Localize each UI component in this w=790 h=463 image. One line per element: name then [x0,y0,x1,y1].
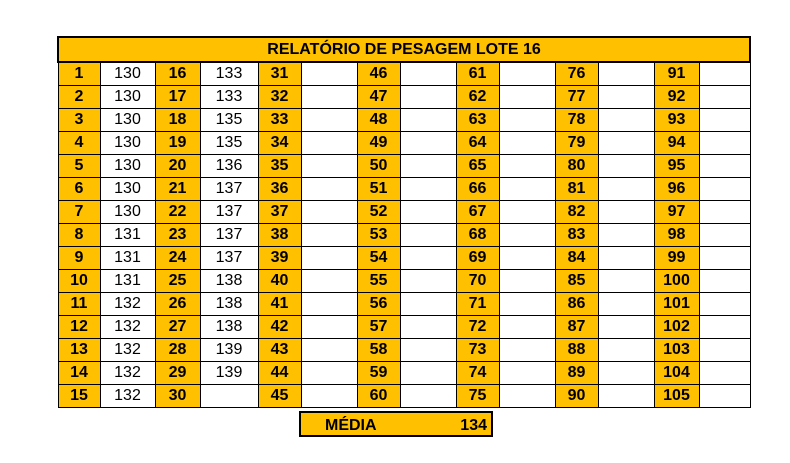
weight-cell[interactable] [400,293,456,316]
weight-cell[interactable] [499,62,555,86]
animal-number-cell: 61 [456,62,499,86]
animal-number-cell: 99 [654,247,699,270]
animal-number-cell: 94 [654,132,699,155]
animal-number-cell: 69 [456,247,499,270]
animal-number-cell: 102 [654,316,699,339]
animal-number-cell: 67 [456,201,499,224]
weight-cell[interactable] [598,62,654,86]
weighing-report-sheet [57,36,749,408]
weight-cell[interactable] [598,155,654,178]
weight-cell[interactable] [400,385,456,408]
animal-number-cell: 86 [555,293,598,316]
animal-number-cell: 79 [555,132,598,155]
weight-cell[interactable]: 130 [100,62,155,86]
animal-number-cell: 76 [555,62,598,86]
animal-number-cell: 12 [58,316,100,339]
weight-cell[interactable] [301,224,357,247]
animal-number-cell: 13 [58,339,100,362]
animal-number-cell: 85 [555,270,598,293]
weight-cell[interactable]: 136 [200,155,258,178]
animal-number-cell: 28 [155,339,200,362]
report-title: RELATÓRIO DE PESAGEM LOTE 16 [58,37,750,62]
weight-cell[interactable] [499,362,555,385]
animal-number-cell: 36 [258,178,301,201]
animal-number-cell: 24 [155,247,200,270]
animal-number-cell: 2 [58,86,100,109]
animal-number-cell: 78 [555,109,598,132]
weight-cell[interactable] [499,86,555,109]
animal-number-cell: 59 [357,362,400,385]
animal-number-cell: 22 [155,201,200,224]
animal-number-cell: 27 [155,316,200,339]
weight-cell[interactable]: 131 [100,224,155,247]
weight-cell[interactable] [699,224,750,247]
animal-number-cell: 10 [58,270,100,293]
animal-number-cell: 25 [155,270,200,293]
animal-number-cell: 26 [155,293,200,316]
table-row [58,224,750,247]
animal-number-cell: 98 [654,224,699,247]
animal-number-cell: 21 [155,178,200,201]
animal-number-cell: 16 [155,62,200,86]
animal-number-cell: 77 [555,86,598,109]
animal-number-cell: 37 [258,201,301,224]
weight-cell[interactable]: 132 [100,362,155,385]
table-row [58,247,750,270]
table-row [58,62,750,86]
animal-number-cell: 41 [258,293,301,316]
animal-number-cell: 83 [555,224,598,247]
weight-cell[interactable] [699,385,750,408]
table-row [58,270,750,293]
weight-cell[interactable]: 130 [100,155,155,178]
weight-cell[interactable]: 137 [200,178,258,201]
weight-cell[interactable] [400,178,456,201]
animal-number-cell: 4 [58,132,100,155]
animal-number-cell: 55 [357,270,400,293]
weight-cell[interactable]: 130 [100,201,155,224]
animal-number-cell: 17 [155,86,200,109]
animal-number-cell: 30 [155,385,200,408]
animal-number-cell: 44 [258,362,301,385]
weight-cell[interactable] [699,270,750,293]
weight-cell[interactable] [301,270,357,293]
table-row [58,155,750,178]
animal-number-cell: 92 [654,86,699,109]
weight-cell[interactable] [699,362,750,385]
animal-number-cell: 101 [654,293,699,316]
weight-cell[interactable]: 138 [200,293,258,316]
weight-cell[interactable] [301,316,357,339]
animal-number-cell: 32 [258,86,301,109]
weight-cell[interactable]: 133 [200,86,258,109]
weight-cell[interactable] [598,132,654,155]
animal-number-cell: 64 [456,132,499,155]
weight-cell[interactable]: 131 [100,270,155,293]
animal-number-cell: 19 [155,132,200,155]
weight-cell[interactable] [598,316,654,339]
weight-cell[interactable] [400,362,456,385]
animal-number-cell: 31 [258,62,301,86]
weight-cell[interactable]: 137 [200,247,258,270]
weight-cell[interactable]: 130 [100,86,155,109]
weight-cell[interactable]: 138 [200,270,258,293]
animal-number-cell: 96 [654,178,699,201]
table-row [58,362,750,385]
weight-cell[interactable] [598,362,654,385]
animal-number-cell: 104 [654,362,699,385]
weight-cell[interactable]: 132 [100,316,155,339]
weight-cell[interactable]: 132 [100,339,155,362]
weight-cell[interactable]: 139 [200,339,258,362]
table-row [58,178,750,201]
weight-cell[interactable] [598,109,654,132]
weight-cell[interactable] [499,316,555,339]
weight-cell[interactable] [400,339,456,362]
weight-cell[interactable]: 137 [200,201,258,224]
weight-cell[interactable]: 139 [200,362,258,385]
animal-number-cell: 57 [357,316,400,339]
animal-number-cell: 74 [456,362,499,385]
weight-cell[interactable] [699,86,750,109]
animal-number-cell: 51 [357,178,400,201]
weighing-table [57,36,751,408]
weight-cell[interactable] [598,385,654,408]
animal-number-cell: 75 [456,385,499,408]
animal-number-cell: 33 [258,109,301,132]
animal-number-cell: 46 [357,62,400,86]
weight-cell[interactable]: 133 [200,62,258,86]
weight-cell[interactable] [301,132,357,155]
weight-cell[interactable] [699,62,750,86]
animal-number-cell: 50 [357,155,400,178]
weight-cell[interactable]: 138 [200,316,258,339]
animal-number-cell: 56 [357,293,400,316]
weight-cell[interactable] [699,316,750,339]
animal-number-cell: 72 [456,316,499,339]
animal-number-cell: 103 [654,339,699,362]
weight-cell[interactable] [301,247,357,270]
weight-cell[interactable] [699,339,750,362]
weight-cell[interactable] [598,86,654,109]
average-value: 134 [460,417,487,434]
table-row [58,86,750,109]
animal-number-cell: 97 [654,201,699,224]
weight-cell[interactable] [400,132,456,155]
animal-number-cell: 23 [155,224,200,247]
animal-number-cell: 93 [654,109,699,132]
weight-cell[interactable] [301,293,357,316]
animal-number-cell: 39 [258,247,301,270]
animal-number-cell: 11 [58,293,100,316]
weight-cell[interactable]: 135 [200,109,258,132]
animal-number-cell: 14 [58,362,100,385]
weight-cell[interactable] [301,109,357,132]
animal-number-cell: 3 [58,109,100,132]
weight-cell[interactable] [598,293,654,316]
animal-number-cell: 63 [456,109,499,132]
weight-cell[interactable] [301,339,357,362]
weight-cell[interactable] [598,339,654,362]
animal-number-cell: 71 [456,293,499,316]
table-row [58,293,750,316]
weight-cell[interactable]: 132 [100,385,155,408]
weight-cell[interactable] [699,132,750,155]
average-label: MÉDIA [325,417,377,434]
table-row [58,385,750,408]
weight-cell[interactable] [499,155,555,178]
weight-cell[interactable]: 130 [100,132,155,155]
table-row [58,316,750,339]
weight-cell[interactable] [400,201,456,224]
animal-number-cell: 88 [555,339,598,362]
animal-number-cell: 49 [357,132,400,155]
animal-number-cell: 48 [357,109,400,132]
weight-cell[interactable] [301,155,357,178]
animal-number-cell: 53 [357,224,400,247]
weight-cell[interactable] [499,385,555,408]
animal-number-cell: 6 [58,178,100,201]
animal-number-cell: 1 [58,62,100,86]
weight-cell[interactable] [400,155,456,178]
animal-number-cell: 84 [555,247,598,270]
weight-cell[interactable] [499,201,555,224]
animal-number-cell: 82 [555,201,598,224]
weight-cell[interactable] [699,293,750,316]
weight-cell[interactable] [499,247,555,270]
animal-number-cell: 35 [258,155,301,178]
animal-number-cell: 95 [654,155,699,178]
animal-number-cell: 89 [555,362,598,385]
animal-number-cell: 68 [456,224,499,247]
weight-cell[interactable] [598,178,654,201]
animal-number-cell: 73 [456,339,499,362]
weight-cell[interactable]: 131 [100,247,155,270]
weight-cell[interactable] [499,293,555,316]
animal-number-cell: 15 [58,385,100,408]
weight-cell[interactable] [400,224,456,247]
weight-cell[interactable] [499,109,555,132]
animal-number-cell: 54 [357,247,400,270]
weight-cell[interactable] [699,109,750,132]
animal-number-cell: 18 [155,109,200,132]
weight-cell[interactable] [400,109,456,132]
weight-cell[interactable] [200,385,258,408]
animal-number-cell: 47 [357,86,400,109]
animal-number-cell: 66 [456,178,499,201]
animal-number-cell: 45 [258,385,301,408]
animal-number-cell: 34 [258,132,301,155]
animal-number-cell: 80 [555,155,598,178]
weight-cell[interactable] [699,178,750,201]
weight-cell[interactable] [301,86,357,109]
animal-number-cell: 70 [456,270,499,293]
animal-number-cell: 8 [58,224,100,247]
animal-number-cell: 60 [357,385,400,408]
animal-number-cell: 90 [555,385,598,408]
animal-number-cell: 38 [258,224,301,247]
weight-cell[interactable] [400,62,456,86]
animal-number-cell: 43 [258,339,301,362]
average-summary [299,411,493,437]
weight-cell[interactable] [598,201,654,224]
animal-number-cell: 42 [258,316,301,339]
animal-number-cell: 40 [258,270,301,293]
table-row [58,109,750,132]
weight-cell[interactable]: 130 [100,109,155,132]
animal-number-cell: 29 [155,362,200,385]
weight-cell[interactable]: 137 [200,224,258,247]
animal-number-cell: 20 [155,155,200,178]
animal-number-cell: 62 [456,86,499,109]
weight-cell[interactable] [699,247,750,270]
table-row [58,132,750,155]
weight-cell[interactable] [499,224,555,247]
animal-number-cell: 87 [555,316,598,339]
weight-cell[interactable] [699,201,750,224]
animal-number-cell: 65 [456,155,499,178]
weight-cell[interactable]: 135 [200,132,258,155]
animal-number-cell: 91 [654,62,699,86]
weight-cell[interactable] [400,86,456,109]
weight-cell[interactable] [301,201,357,224]
animal-number-cell: 58 [357,339,400,362]
animal-number-cell: 9 [58,247,100,270]
animal-number-cell: 81 [555,178,598,201]
table-row [58,201,750,224]
weight-cell[interactable] [301,385,357,408]
weight-cell[interactable] [400,247,456,270]
weight-cell[interactable] [598,224,654,247]
animal-number-cell: 7 [58,201,100,224]
weight-cell[interactable] [301,178,357,201]
animal-number-cell: 100 [654,270,699,293]
animal-number-cell: 52 [357,201,400,224]
weight-cell[interactable] [301,362,357,385]
weight-cell[interactable] [598,270,654,293]
weight-cell[interactable] [499,339,555,362]
weight-cell[interactable] [499,132,555,155]
weight-cell[interactable] [400,316,456,339]
weight-cell[interactable] [400,270,456,293]
weight-cell[interactable] [499,178,555,201]
table-row [58,339,750,362]
weight-cell[interactable] [598,247,654,270]
weight-cell[interactable] [499,270,555,293]
weight-cell[interactable]: 130 [100,178,155,201]
weight-cell[interactable] [301,62,357,86]
weight-cell[interactable] [699,155,750,178]
animal-number-cell: 105 [654,385,699,408]
weight-cell[interactable]: 132 [100,293,155,316]
animal-number-cell: 5 [58,155,100,178]
